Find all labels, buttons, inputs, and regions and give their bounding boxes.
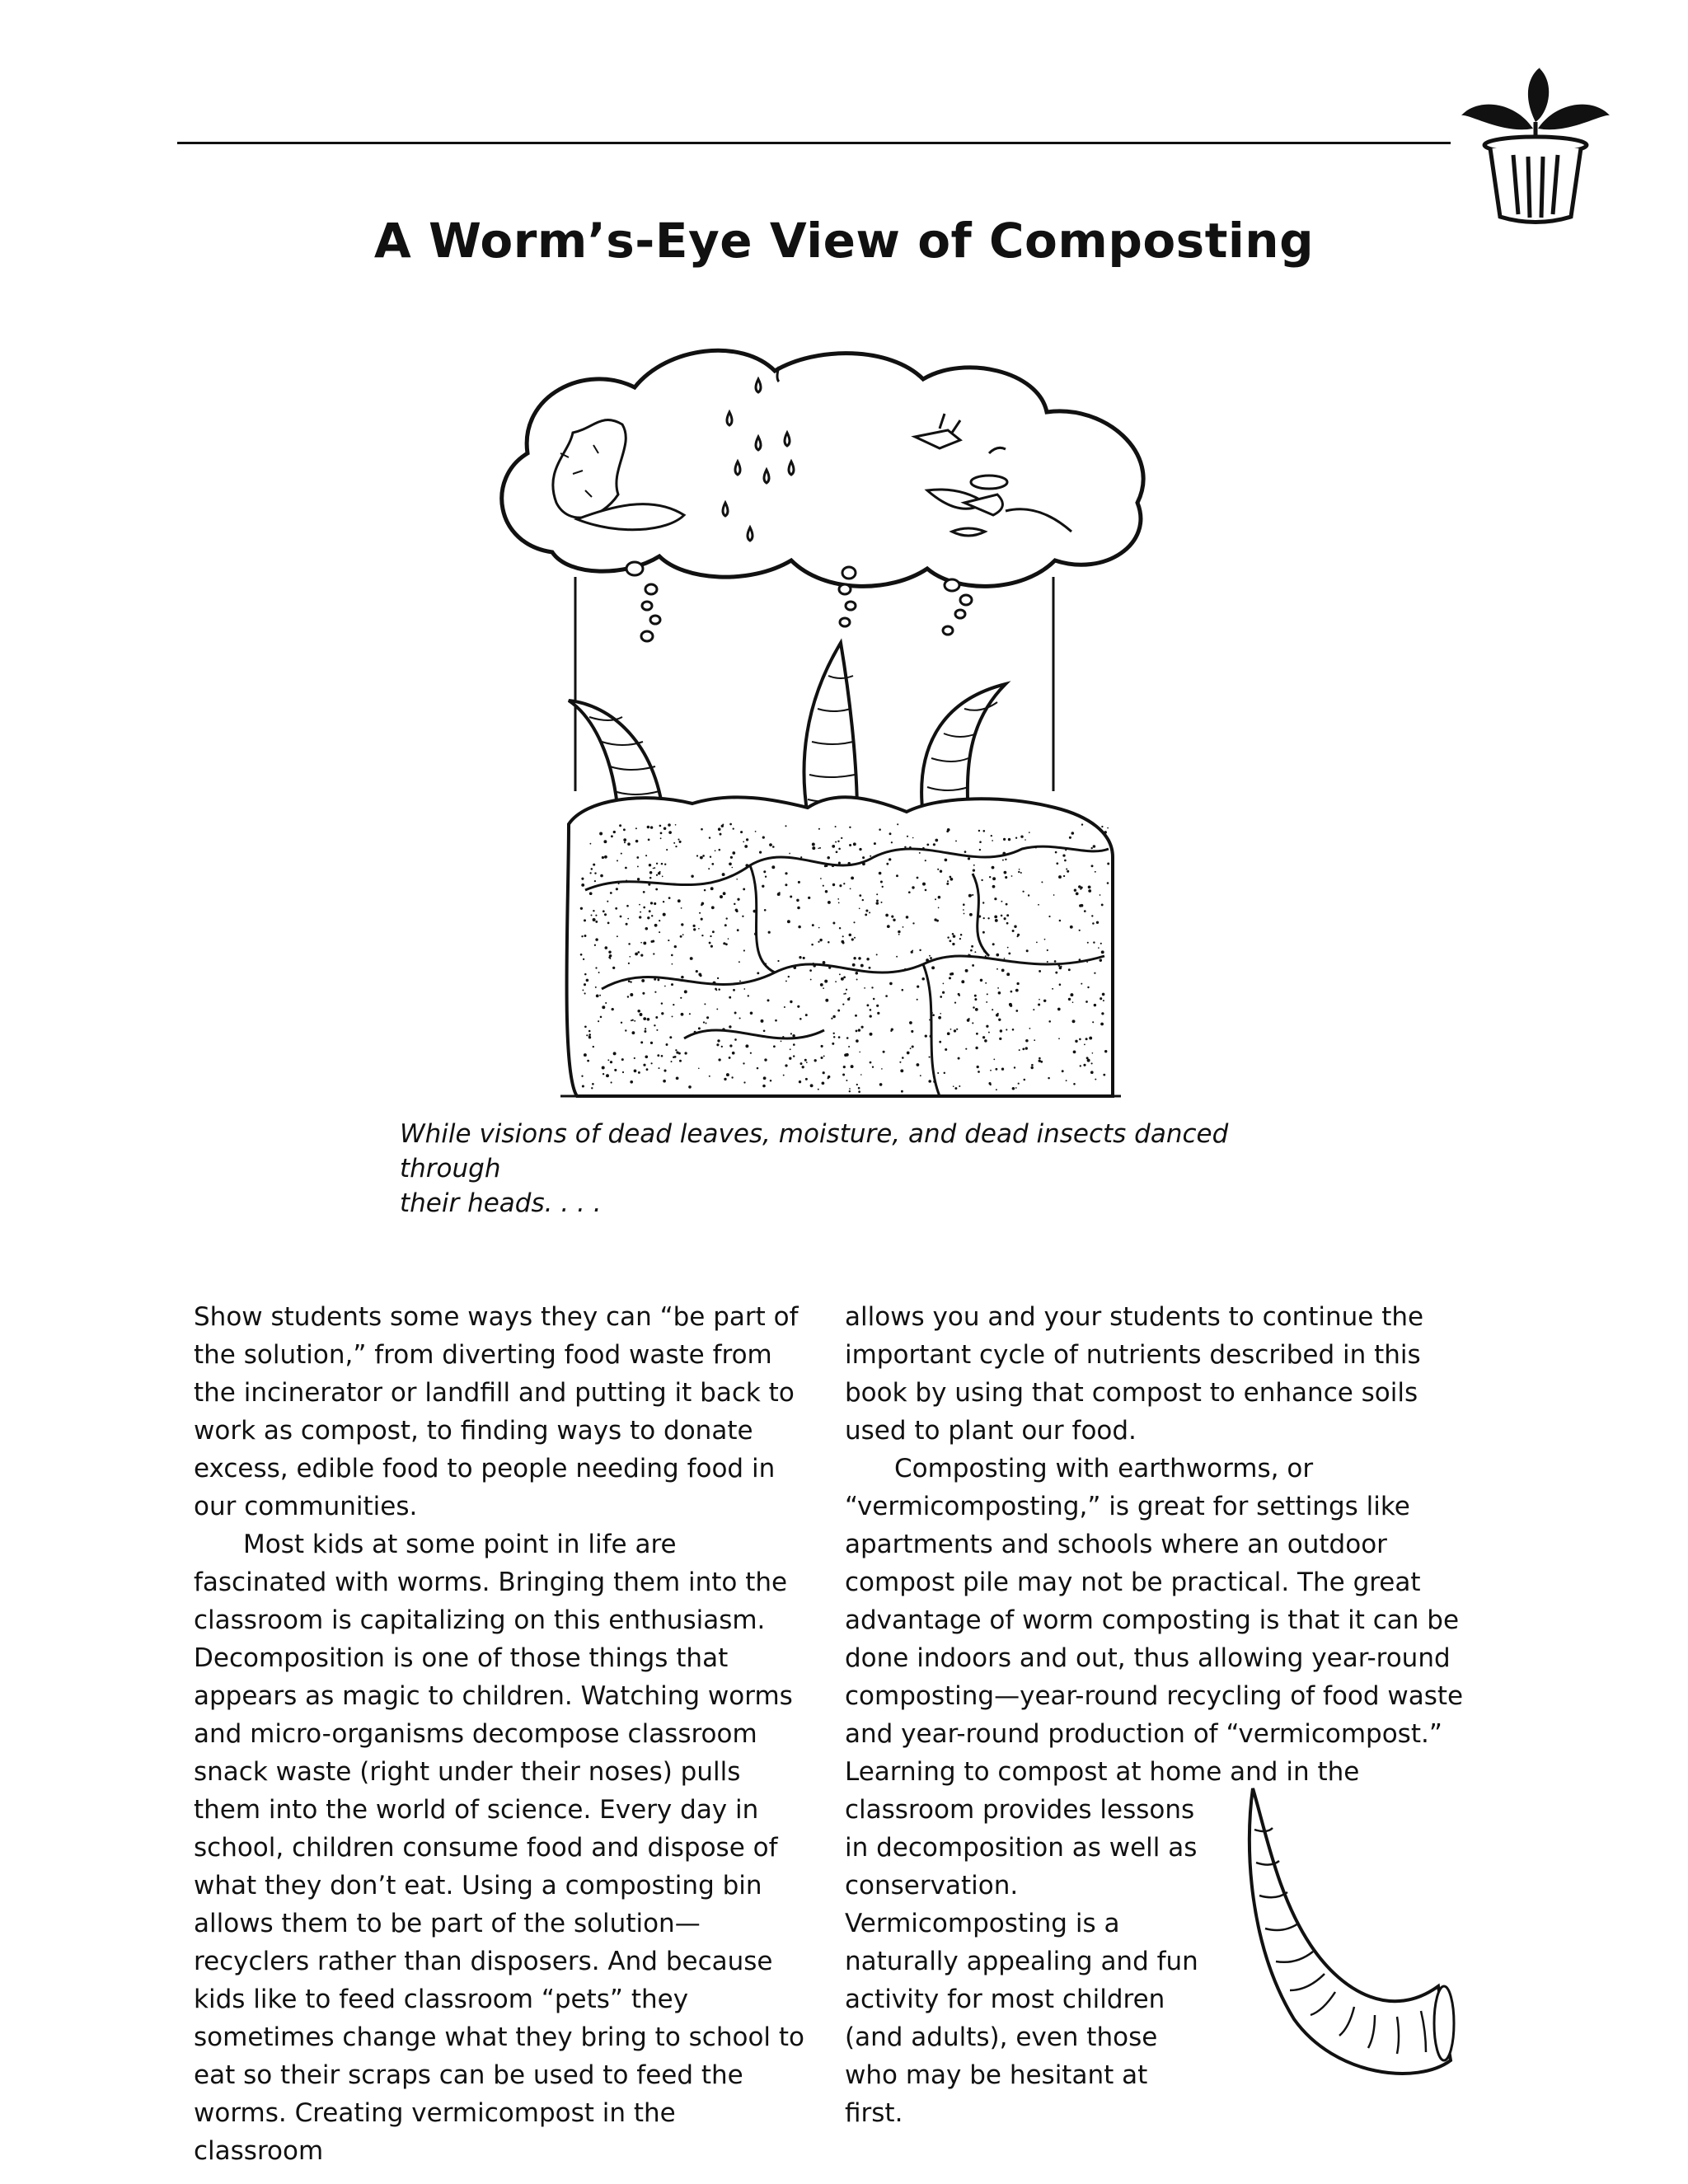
left-paragraph-1: Show students some ways they can “be part of the solution,” from diverting food waste from the incinerator or landfill and putting it back to work as compost, to finding ways to donate excess, edible food to people needing food in our communities. <box>194 1302 799 1521</box>
seedling-trash-can-icon <box>1457 64 1614 229</box>
worms-dreaming-illustration <box>478 330 1236 1104</box>
right-paragraph-2-continued: classroom provides lessons in decomposition as well as conservation. Vermicomposting is a naturally appealing and fun activity for most children (and adults), even those who may be hesitant at first. <box>845 1795 1198 2128</box>
left-column <box>194 1298 810 2170</box>
figure-caption <box>400 1117 1306 1221</box>
left-paragraph-2: Most kids at some point in life are fascinated with worms. Bringing them into the classroom is capitalizing on this enthusiasm. Decomposition is one of those things that appears as magic to children. Watching worms and micro-organisms decompose classroom snack waste (right under their noses) pulls them into the world of science. Every day in school, children consume food and dispose of what they don’t eat. Using a composting bin allows them to be part of the solution—recyclers rather than disposers. And because kids like to feed classroom “pets” they sometimes change what they bring to school to eat so their scraps can be used to feed the worms. Creating vermicompost in the classroom <box>194 1530 805 2166</box>
earthworm-illustration <box>1228 1780 1459 2093</box>
page-title: A Worm’s-Eye View of Composting <box>373 213 1315 269</box>
caption-line-1: While visions of dead leaves, moisture, and dead insects danced through <box>400 1119 1229 1183</box>
right-paragraph-1: allows you and your students to continue the important cycle of nutrients described in this book by using that compost to enhance soils used to plant our food. <box>845 1302 1424 1446</box>
right-paragraph-2: Composting with earthworms, or “vermicomposting,” is great for settings like apartments and schools where an outdoor compost pile may not be practical. The great advantage of worm composting is that it can be done indoors and out, thus allowing year-round composting—year-round recycling of food waste and year-round production of “vermicompost.” Learning to compost at home and in the <box>845 1454 1464 1787</box>
header-rule <box>177 142 1451 144</box>
caption-line-2: their heads. . . . <box>400 1188 602 1218</box>
